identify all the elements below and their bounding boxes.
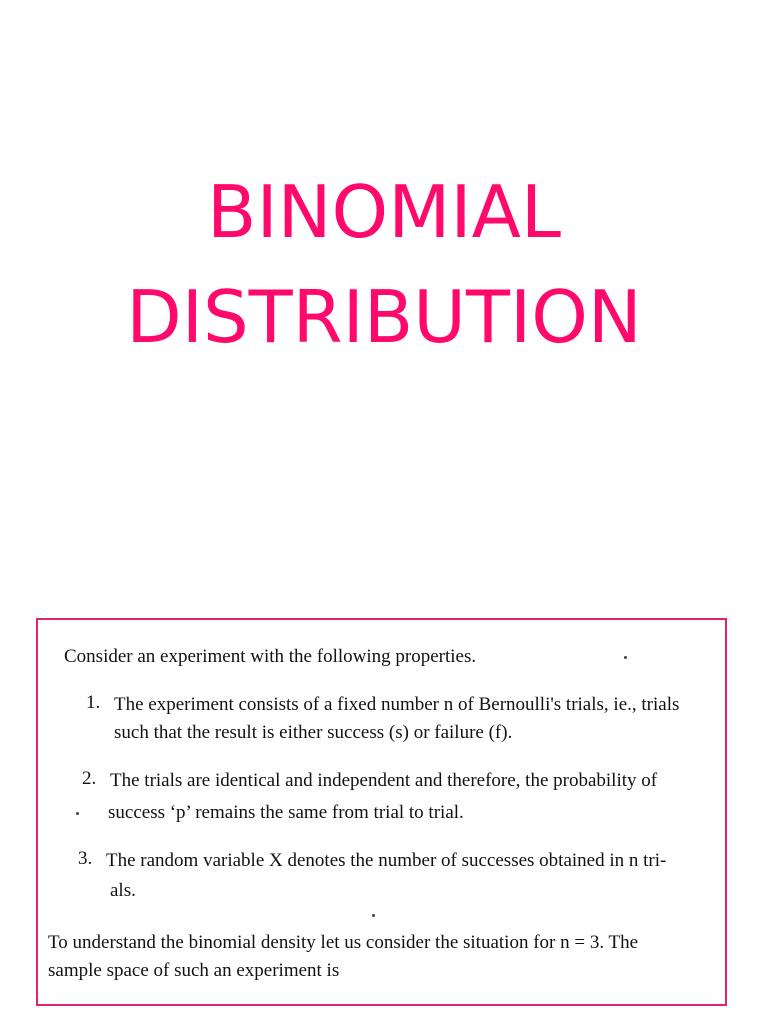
title-line-1: BINOMIAL — [207, 170, 561, 254]
slide-title — [0, 160, 768, 370]
paragraph-line-1: To understand the binomial density let us consider the situation for n = 3. The — [48, 932, 639, 953]
item-1-line-1: The experiment consists of a fixed number n of Bernoulli's trials, ie., trials — [114, 694, 680, 715]
item-2-line-2: success ‘p’ remains the same from trial to trial. — [108, 802, 464, 823]
intro-text: Consider an experiment with the following properties. — [64, 646, 477, 667]
scanned-text-box — [36, 618, 727, 1006]
scan-speck — [624, 656, 627, 659]
item-2-number: 2. — [82, 768, 97, 789]
item-2-line-1: The trials are identical and independent and therefore, the probability of — [110, 770, 658, 791]
scan-speck — [372, 914, 375, 917]
item-1-number: 1. — [86, 692, 101, 713]
paragraph-line-2: sample space of such an experiment is — [48, 960, 340, 981]
title-line-2: DISTRIBUTION — [126, 275, 642, 359]
item-3-line-1: The random variable X denotes the number of successes obtained in n tri- — [106, 850, 667, 871]
scan-speck — [76, 812, 79, 815]
item-3-number: 3. — [78, 848, 93, 869]
item-1-line-2: such that the result is either success (s) or failure (f). — [114, 722, 513, 743]
item-3-line-2: als. — [110, 880, 136, 901]
